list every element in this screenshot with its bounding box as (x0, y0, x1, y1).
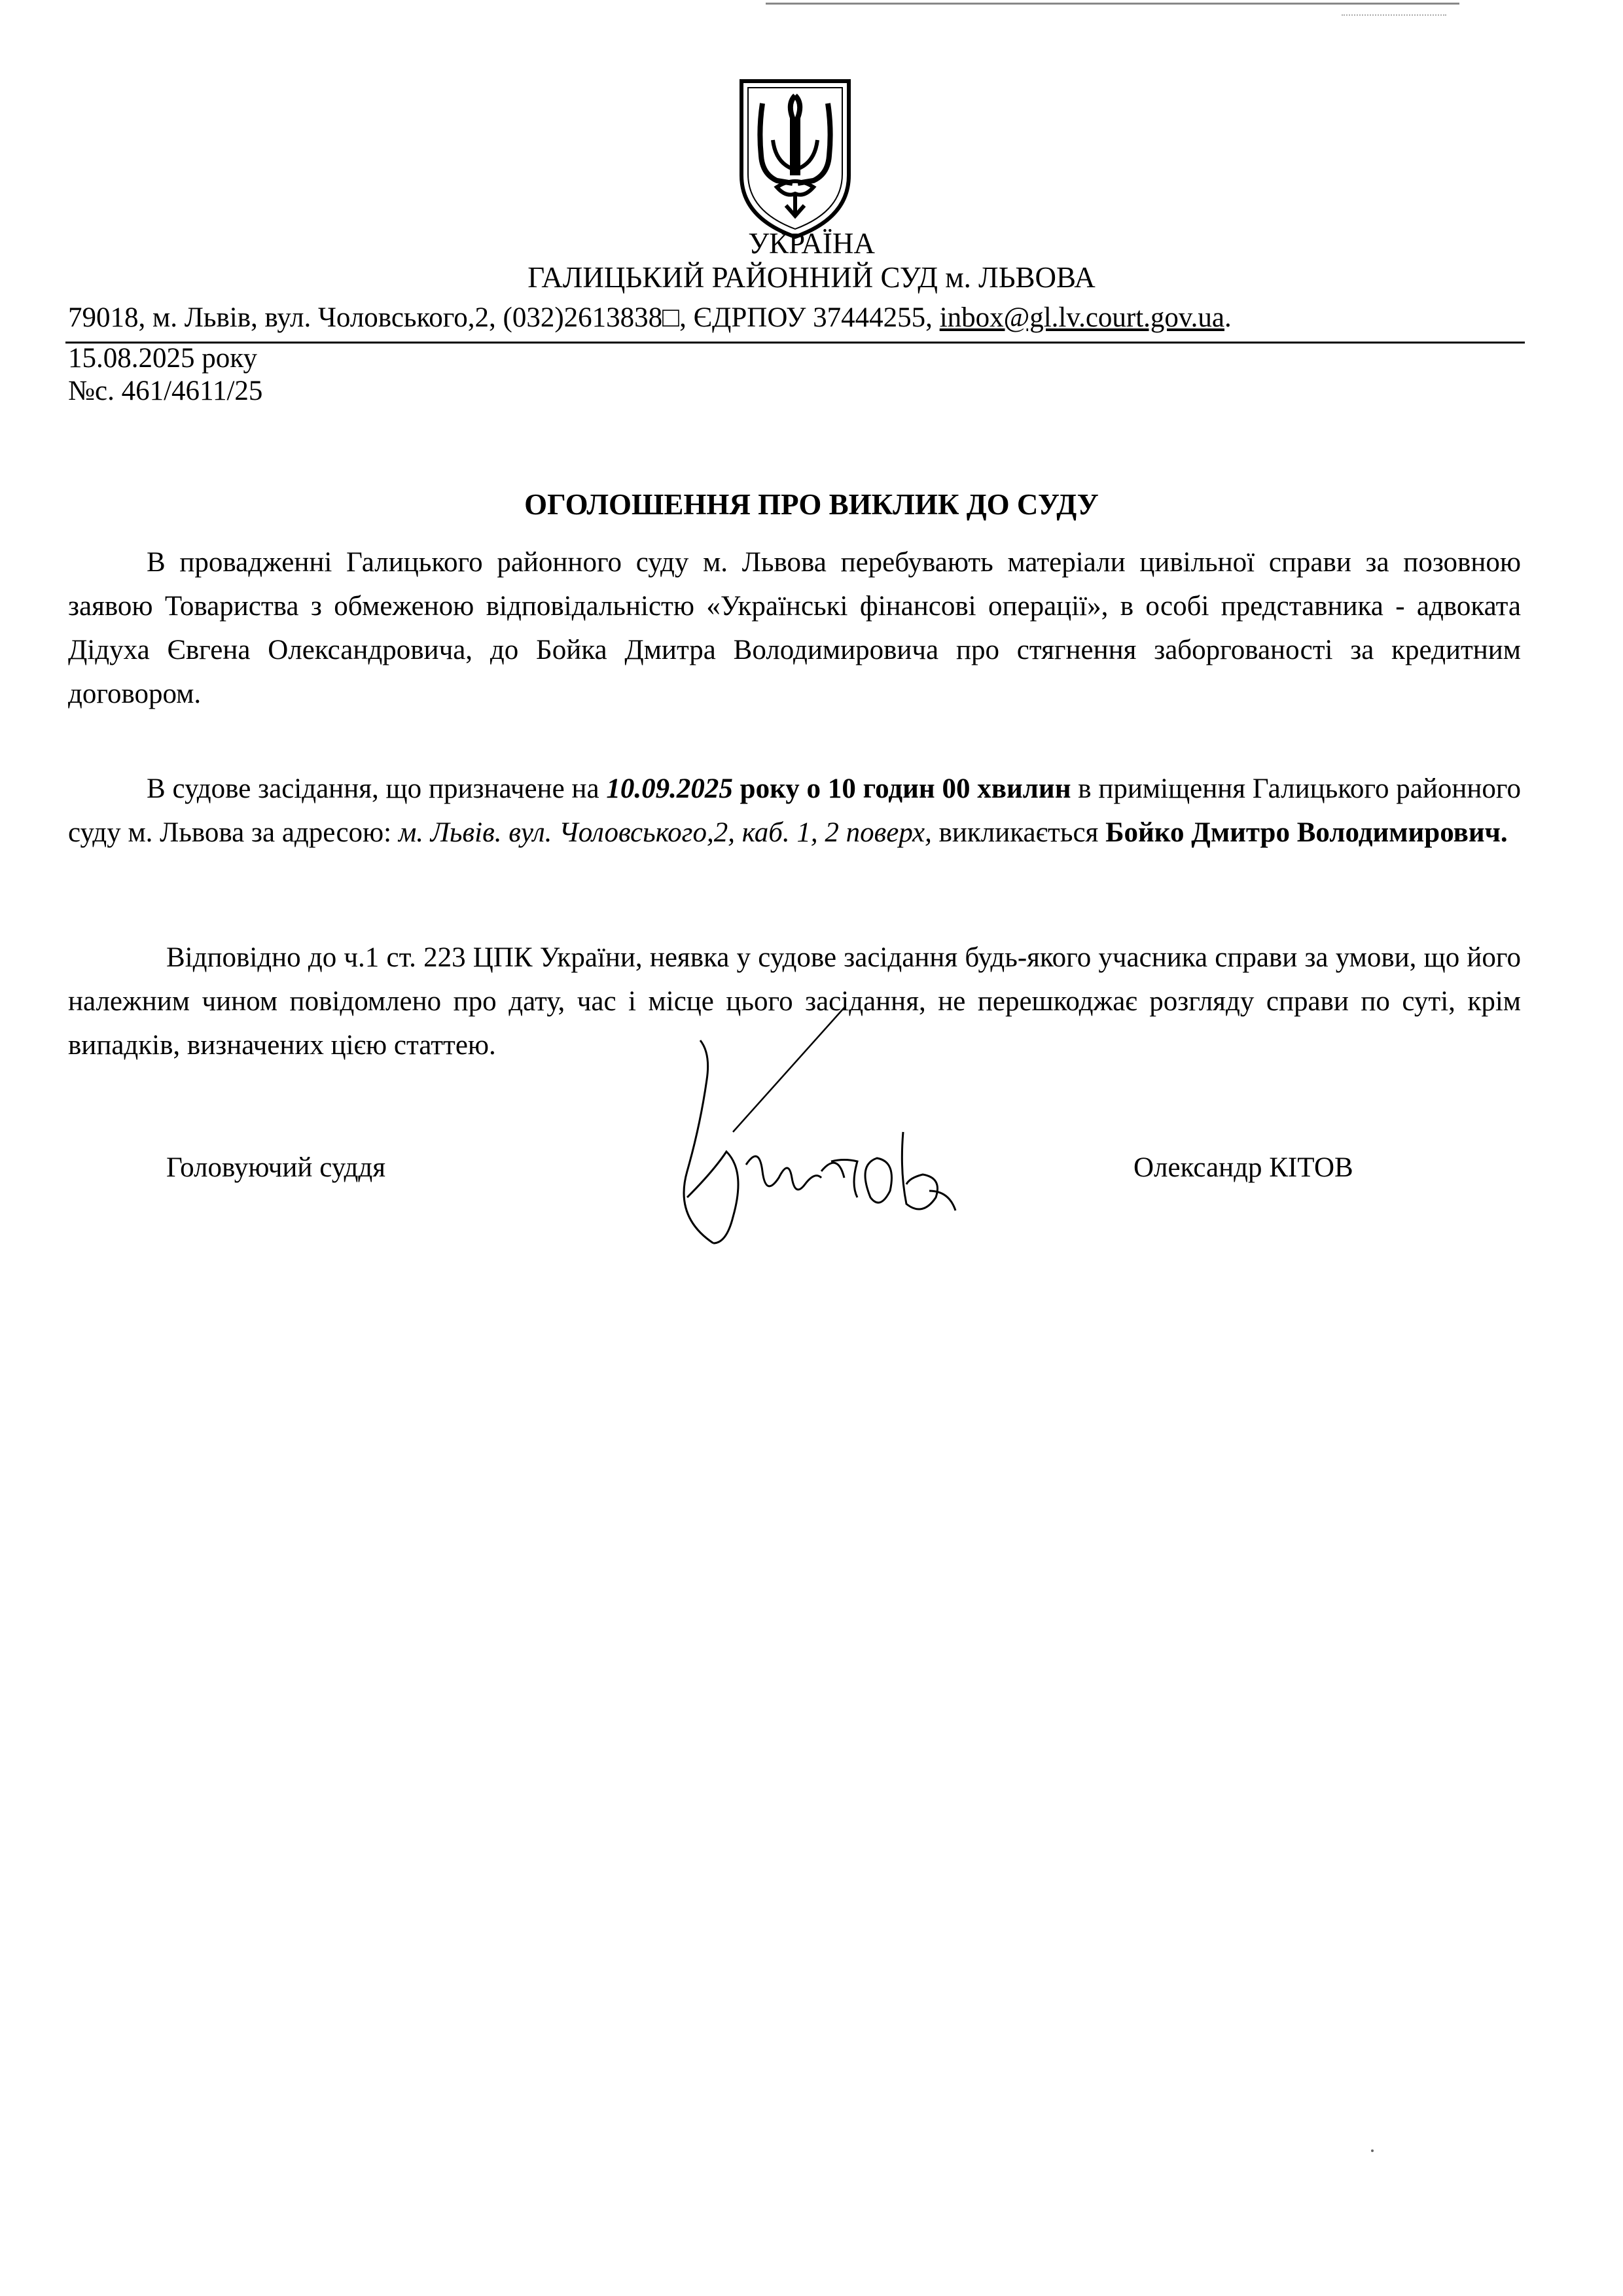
paragraph-proceedings-text: В провадженні Галицького районного суду м. Львова перебувають матеріали цивільної справи за позовною заявою Товариства з обмеженою відповідальністю «Українські фінансові операції», в особі представника - адвоката Дідуха Євгена Олександровича, до Бойка Дмитра Володимировича про стягнення заборгованості за кредитним договором. (68, 547, 1521, 709)
court-contact-line (68, 301, 1521, 335)
document-title: ОГОЛОШЕННЯ ПРО ВИКЛИК ДО СУДУ (524, 488, 1099, 521)
contact-text: 79018, м. Львів, вул. Чоловського,2, (032)2613838□, ЄДРПОУ 37444255, (68, 302, 940, 333)
email-link[interactable]: inbox@gl.lv.court.gov.ua (939, 302, 1224, 333)
paragraph-hearing (68, 767, 1521, 855)
case-number: №с. 461/4611/25 (68, 376, 263, 406)
paragraph-proceedings (68, 540, 1521, 716)
country-heading: УКРАЇНА (748, 227, 875, 260)
hearing-date: 10.09.2025 (606, 773, 733, 804)
legal-note-text: Відповідно до ч.1 ст. 223 ЦПК України, неявка у судове засідання будь-якого учасника справи за умови, що його належним чином повідомлено про дату, час і місце цього засідання, не перешкоджає розгляду справи по суті, крім випадків, визначених цією статтею. (68, 942, 1521, 1061)
contact-end: . (1224, 302, 1232, 333)
hearing-address: м. Львів. вул. Чоловського,2, каб. 1, 2 поверх, (398, 817, 932, 848)
header-divider (65, 342, 1525, 344)
court-name-heading: ГАЛИЦЬКИЙ РАЙОННИЙ СУД м. ЛЬВОВА (527, 261, 1096, 294)
scan-speck (1371, 2149, 1374, 2152)
judge-name: Олександр КІТОВ (1133, 1152, 1353, 1183)
document-date: 15.08.2025 року (68, 343, 258, 374)
hearing-lead: В судове засідання, що призначене на (147, 773, 607, 804)
hearing-time: року о 10 годин 00 хвилин (732, 773, 1071, 804)
hearing-call: викликається (931, 817, 1106, 848)
trident-coat-of-arms-icon (736, 77, 854, 241)
scan-edge-dots (1342, 14, 1446, 16)
summoned-person: Бойко Дмитро Володимирович. (1105, 817, 1508, 848)
scan-edge-line (766, 3, 1459, 5)
hearing-mid: в приміщення Галицького районного суду м. Львова за адресою: (68, 773, 1521, 848)
judge-role: Головуючий суддя (166, 1152, 386, 1183)
handwritten-signature (648, 1001, 1001, 1263)
